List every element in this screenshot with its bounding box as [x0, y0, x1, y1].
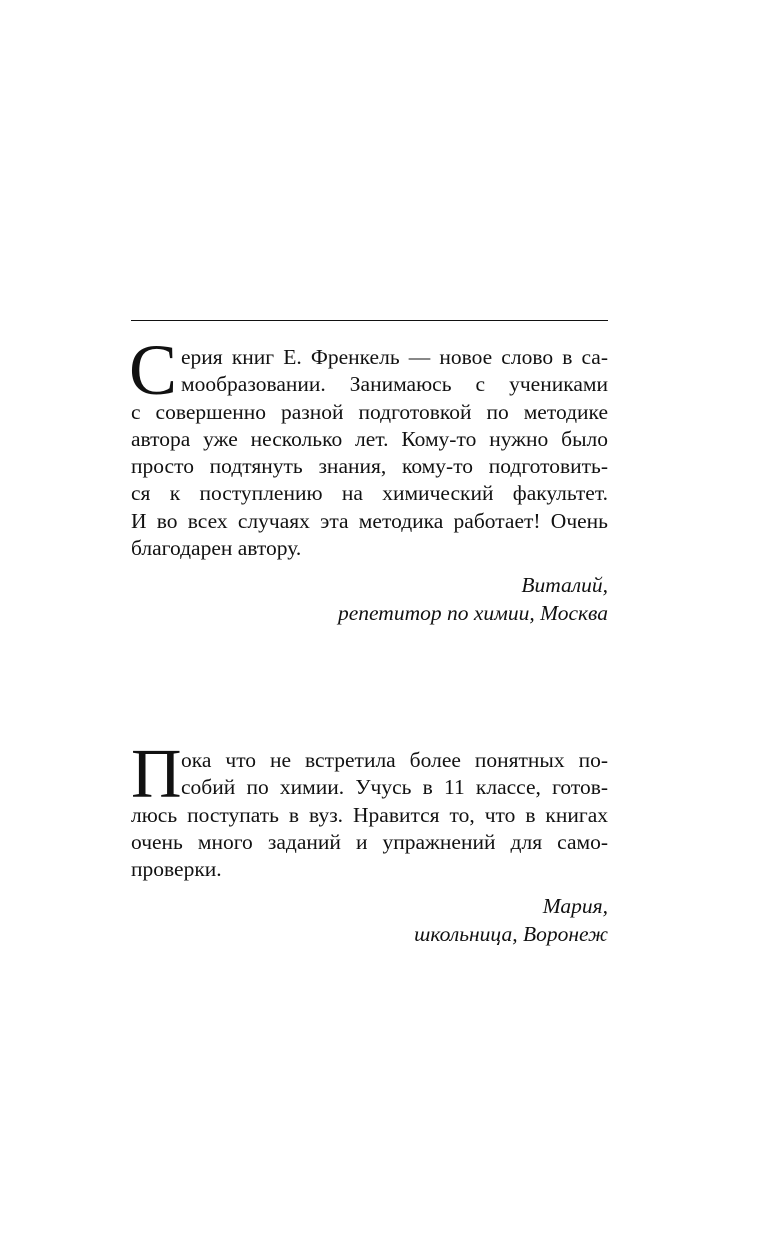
review-text — [131, 736, 608, 883]
text-line: проверки. — [131, 857, 222, 882]
drop-cap-letter: С — [129, 330, 178, 410]
text-line: ока что не встретила более понятных по- — [181, 748, 608, 772]
drop-cap-letter: П — [131, 736, 182, 813]
review-maria — [131, 736, 608, 948]
drop-cap-block — [131, 736, 608, 813]
text-line: автора уже несколько лет. Кому-то нужно было — [131, 426, 608, 451]
review-vitaly — [129, 330, 608, 627]
text-line: И во всех случаях эта методика работает! Очень — [131, 508, 608, 533]
author-role: репетитор по химии, Москва — [337, 600, 608, 625]
text-line: благодарен автору. — [131, 536, 302, 561]
text-line: просто подтянуть знания, кому-то подготовить- — [131, 454, 608, 479]
text-line: с совершенно разной подготовкой по методике — [131, 399, 608, 424]
text-line: ся к поступлению на химический факультет. — [131, 481, 608, 506]
text-line: собий по химии. Учусь в 11 классе, готов- — [181, 775, 608, 800]
author-name: Виталий, — [521, 573, 608, 598]
drop-cap-block — [129, 330, 608, 410]
top-rule-divider — [131, 320, 608, 321]
text-line: люсь поступать в вуз. Нравится то, что в книгах — [131, 802, 608, 827]
review-signature — [131, 893, 608, 948]
author-name: Мария, — [542, 894, 608, 919]
text-line: ерия книг Е. Френкель — новое слово в са- — [181, 345, 608, 369]
text-line: очень много заданий и упражнений для само- — [131, 829, 608, 854]
text-line: мообразовании. Занимаюсь с учениками — [181, 372, 608, 397]
author-role: школьница, Воронеж — [414, 921, 608, 946]
review-signature — [131, 572, 608, 627]
review-text — [129, 330, 608, 562]
